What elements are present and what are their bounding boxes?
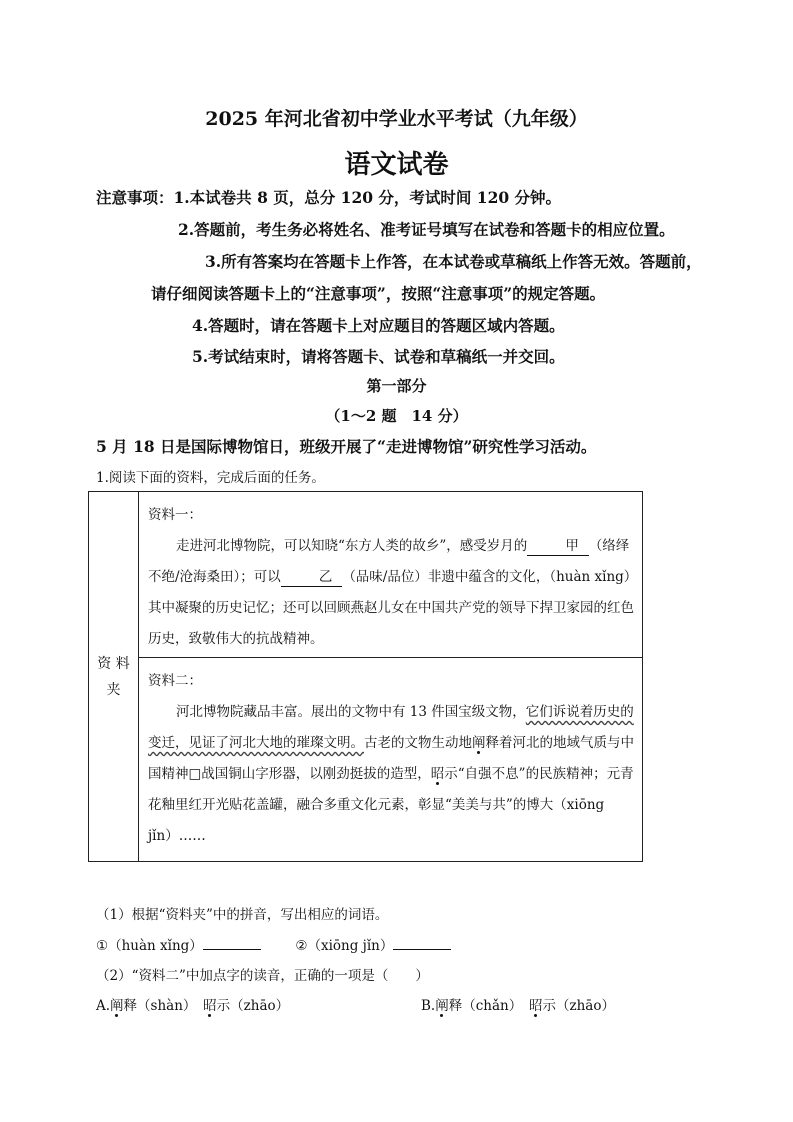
m2-text-1: 河北博物院藏品丰富。展出的文物中有 13 件国宝级文物， xyxy=(176,704,526,720)
task-2-prompt: （2）“资料二”中加点字的读音，正确的一项是（ ） xyxy=(96,968,429,984)
m1-text-1: 走进河北博物院，可以知晓“东方人类的故乡”，感受岁月的 xyxy=(176,538,528,554)
task-1-answer-row xyxy=(96,934,451,954)
option-a-letter: A. xyxy=(96,998,111,1014)
note-1: 注意事项：1.本试卷共 8 页，总分 120 分，考试时间 120 分钟。 xyxy=(96,188,562,207)
dotted-char-chan: 阐 xyxy=(472,735,486,751)
answer-label-xiongjin: ②（xiōng jǐn） xyxy=(295,938,394,954)
m2-text-4: 示“自强不息”的民族精神；元青花釉里红开光贴花盖罐，融合多重文化元素，彰显“美美与共”的博大（xiōng jǐn）…… xyxy=(148,766,634,844)
answer-label-huanxing: ①（huàn xǐng） xyxy=(96,938,203,954)
dotted-char-zhao: 昭 xyxy=(430,766,445,782)
option-b-dotted-1: 阐 xyxy=(435,998,449,1014)
option-a[interactable] xyxy=(96,994,289,1014)
material-one-text xyxy=(148,531,634,655)
note-3: 3.所有答案均在答题卡上作答，在本试卷或草稿纸上作答无效。答题前， xyxy=(205,252,702,271)
side-label-top: 资 料 xyxy=(97,655,130,672)
part-heading: 第一部分 xyxy=(366,377,427,395)
folder-side-label xyxy=(89,492,139,862)
task-1-prompt: （1）根据“资料夹”中的拼音，写出相应的词语。 xyxy=(96,907,389,923)
exam-title: 2025 年河北省初中学业水平考试（九年级） xyxy=(205,108,588,130)
note-3-continued: 请仔细阅读答题卡上的“注意事项”，按照“注意事项”的规定答题。 xyxy=(151,284,606,303)
note-2: 2.答题前，考生务必将姓名、准考证号填写在试卷和答题卡的相应位置。 xyxy=(178,220,675,239)
material-one-label: 资料一： xyxy=(148,507,202,523)
option-a-reading-2: 示（zhāo） xyxy=(216,998,290,1014)
option-b-reading-1: 释（chǎn） xyxy=(448,998,529,1014)
blank-jia: 甲 xyxy=(527,537,589,556)
material-one xyxy=(139,492,643,658)
option-a-dotted-1: 阐 xyxy=(110,998,124,1014)
material-two xyxy=(139,658,643,862)
activity-intro: 5 月 18 日是国际博物馆日，班级开展了“走进博物馆”研究性学习活动。 xyxy=(96,437,597,456)
option-b-reading-2: 示（zhāo） xyxy=(542,998,615,1014)
material-two-text xyxy=(148,697,634,852)
option-b[interactable] xyxy=(421,994,615,1014)
option-b-dotted-2: 昭 xyxy=(528,998,543,1014)
m2-text-3: 释着河北的地域气质与中国精神□战国铜山字形器，以刚劲挺拔的造型， xyxy=(148,735,634,782)
material-folder-table xyxy=(88,491,643,862)
m1-text-3: （品味/品位）非遗中蕴含的文化，（huàn xǐng）其中凝聚的历史记忆；还可以回顾燕赵儿女在中国共产党的领导下捍卫家园的红色历史，致敬伟大的抗战精神。 xyxy=(148,569,634,647)
blank-yi: 乙 xyxy=(281,568,343,587)
wavy-underlined-sentence: 它们诉说着历史的变迁，见证了河北大地的璀璨文明。 xyxy=(148,704,634,751)
option-a-reading-1: 释（shàn） xyxy=(123,998,204,1014)
m1-text-2: （络绎不绝/沧海桑田）；可以 xyxy=(148,538,630,585)
question-1-stem: 1.阅读下面的资料，完成后面的任务。 xyxy=(96,470,325,486)
answer-blank-xiongjin[interactable] xyxy=(393,937,451,950)
side-label-bottom: 夹 xyxy=(106,681,121,698)
option-a-dotted-2: 昭 xyxy=(203,998,217,1014)
answer-blank-huanxing[interactable] xyxy=(203,937,261,950)
note-5: 5.考试结束时，请将答题卡、试卷和草稿纸一并交回。 xyxy=(192,347,565,366)
material-two-label: 资料二： xyxy=(148,673,202,689)
part-range: （1～2 题 14 分） xyxy=(325,407,468,425)
m2-text-2: 古老的文物生动地 xyxy=(364,735,472,751)
option-b-letter: B. xyxy=(421,998,436,1014)
paper-subtitle: 语文试卷 xyxy=(344,150,449,180)
note-4: 4.答题时，请在答题卡上对应题目的答题区域内答题。 xyxy=(192,316,565,335)
